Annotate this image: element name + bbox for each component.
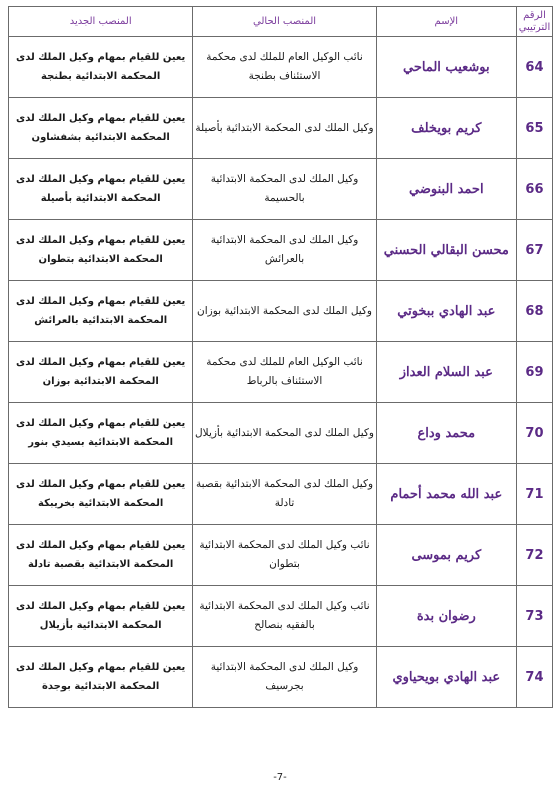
header-name: الإسم xyxy=(376,7,516,37)
header-number: الرقم الترتيبي xyxy=(516,7,552,37)
header-current-post: المنصب الحالي xyxy=(193,7,376,37)
new-post: يعين للقيام بمهام وكيل الملك لدى المحكمة الابتدائية بأزيلال xyxy=(9,586,193,647)
new-post: يعين للقيام بمهام وكيل الملك لدى المحكمة الابتدائية بطنجة xyxy=(9,37,193,98)
header-new-post: المنصب الجديد xyxy=(9,7,193,37)
current-post: وكيل الملك لدى المحكمة الابتدائية بأصيلة xyxy=(193,98,376,159)
new-post: يعين للقيام بمهام وكيل الملك لدى المحكمة الابتدائية بالعرائش xyxy=(9,281,193,342)
person-name: عبد الله محمد أحمام xyxy=(376,464,516,525)
current-post: وكيل الملك لدى المحكمة الابتدائية بالحسيمة xyxy=(193,159,376,220)
person-name: كريم بويخلف xyxy=(376,98,516,159)
table-header-row xyxy=(9,7,553,37)
row-number: 65 xyxy=(516,98,552,159)
person-name: احمد البنوضي xyxy=(376,159,516,220)
new-post: يعين للقيام بمهام وكيل الملك لدى المحكمة الابتدائية بشفشاون xyxy=(9,98,193,159)
table-row xyxy=(9,403,553,464)
page-number: -7- xyxy=(273,772,287,783)
row-number: 69 xyxy=(516,342,552,403)
person-name: محسن البقالي الحسني xyxy=(376,220,516,281)
row-number: 64 xyxy=(516,37,552,98)
table-row xyxy=(9,37,553,98)
person-name: عبد الهادي ببخوتي xyxy=(376,281,516,342)
current-post: وكيل الملك لدى المحكمة الابتدائية بقصبة تادلة xyxy=(193,464,376,525)
new-post: يعين للقيام بمهام وكيل الملك لدى المحكمة الابتدائية بخريبكة xyxy=(9,464,193,525)
appointments-table xyxy=(8,6,553,708)
new-post: يعين للقيام بمهام وكيل الملك لدى المحكمة الابتدائية بأصيلة xyxy=(9,159,193,220)
person-name: كريم بموسى xyxy=(376,525,516,586)
person-name: رضوان بدة xyxy=(376,586,516,647)
table-row xyxy=(9,647,553,708)
row-number: 72 xyxy=(516,525,552,586)
current-post: نائب الوكيل العام للملك لدى محكمة الاستئناف بطنجة xyxy=(193,37,376,98)
current-post: وكيل الملك لدى المحكمة الابتدائية بوزان xyxy=(193,281,376,342)
row-number: 68 xyxy=(516,281,552,342)
table-body xyxy=(9,37,553,708)
new-post: يعين للقيام بمهام وكيل الملك لدى المحكمة الابتدائية بقصبة تادلة xyxy=(9,525,193,586)
table-row xyxy=(9,159,553,220)
person-name: عبد السلام العداز xyxy=(376,342,516,403)
table-row xyxy=(9,220,553,281)
row-number: 70 xyxy=(516,403,552,464)
current-post: نائب الوكيل العام للملك لدى محكمة الاستئناف بالرباط xyxy=(193,342,376,403)
new-post: يعين للقيام بمهام وكيل الملك لدى المحكمة الابتدائية بتطوان xyxy=(9,220,193,281)
table-row xyxy=(9,525,553,586)
person-name: بوشعيب الماحي xyxy=(376,37,516,98)
new-post: يعين للقيام بمهام وكيل الملك لدى المحكمة الابتدائية بوجدة xyxy=(9,647,193,708)
current-post: نائب وكيل الملك لدى المحكمة الابتدائية بتطوان xyxy=(193,525,376,586)
table-row xyxy=(9,98,553,159)
row-number: 74 xyxy=(516,647,552,708)
table-row xyxy=(9,464,553,525)
row-number: 71 xyxy=(516,464,552,525)
table-row xyxy=(9,586,553,647)
current-post: وكيل الملك لدى المحكمة الابتدائية بجرسيف xyxy=(193,647,376,708)
new-post: يعين للقيام بمهام وكيل الملك لدى المحكمة الابتدائية بسيدي بنور xyxy=(9,403,193,464)
current-post: وكيل الملك لدى المحكمة الابتدائية بأزيلال xyxy=(193,403,376,464)
new-post: يعين للقيام بمهام وكيل الملك لدى المحكمة الابتدائية بوزان xyxy=(9,342,193,403)
row-number: 66 xyxy=(516,159,552,220)
current-post: نائب وكيل الملك لدى المحكمة الابتدائية بالفقيه بنصالح xyxy=(193,586,376,647)
row-number: 67 xyxy=(516,220,552,281)
table-row xyxy=(9,281,553,342)
row-number: 73 xyxy=(516,586,552,647)
current-post: وكيل الملك لدى المحكمة الابتدائية بالعرائش xyxy=(193,220,376,281)
person-name: محمد وداع xyxy=(376,403,516,464)
table-row xyxy=(9,342,553,403)
person-name: عبد الهادي بويحياوي xyxy=(376,647,516,708)
